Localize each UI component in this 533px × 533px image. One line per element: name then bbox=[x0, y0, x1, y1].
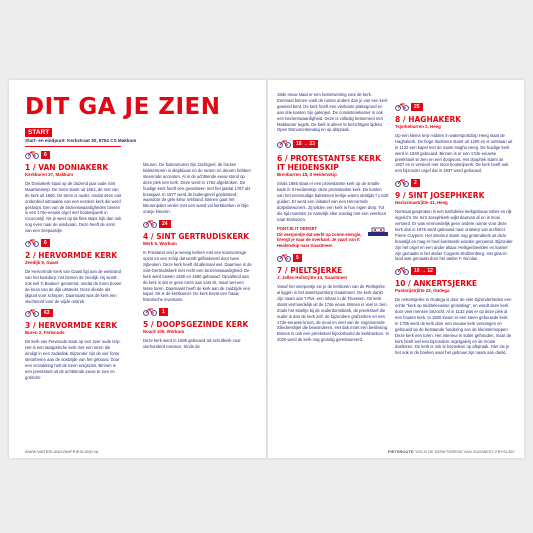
section-title bbox=[395, 191, 513, 200]
section-number: 2 / bbox=[25, 251, 36, 261]
section-number: 8 / bbox=[395, 115, 406, 124]
section-text: kleuren. De buitenmuren zijn zachtgeel, de houten klokkentoren is diepblauw en de ramen en deuren hebben steenrode accenten. Al in de achttiende eeuw stond op deze plek een kerk. Deze werd in 1762 afgebroken. De huidige kerk heeft een gevelsteen met het jaartal 1767 als bouwjaar. In 1877 werd de buitengevel gepleisterd, waardoor de gele kleur ontstond. Binnen gaat het kleurenpalet verder met een wand vol kerkbanken in blije oranje kleuren. bbox=[143, 162, 251, 215]
section-name: DOOPSGEZINDE KERK bbox=[156, 320, 249, 330]
section-address: Buren 2, Ferwoude bbox=[25, 330, 65, 336]
page-left bbox=[9, 80, 267, 458]
start-address: Start- en eindpunt: Kerkstraat 30, 8754 CS Makkum bbox=[25, 138, 137, 143]
section-name: HAGHAKERK bbox=[408, 115, 462, 124]
section-title bbox=[25, 251, 123, 260]
ferry-title: PONTJE IT OERSET bbox=[277, 225, 318, 231]
section-address: Zeedijk 9, Gaast bbox=[25, 260, 59, 266]
section-address: Harinxmastrjitte 41, Heeg bbox=[395, 200, 448, 206]
distance-badge: 6 bbox=[41, 239, 50, 247]
section-number: 6 / bbox=[277, 154, 288, 164]
section-title bbox=[25, 163, 123, 172]
divider bbox=[25, 146, 121, 147]
ferry-text: Dit veerpontje dat werkt op zonne-energie, brengt je naar de overkant. Je vaart van It Heidenskip naar Gaastmeer. bbox=[277, 231, 362, 249]
section-number: 9 / bbox=[395, 191, 406, 201]
ferry-box bbox=[277, 226, 389, 250]
column-4 bbox=[395, 102, 513, 359]
distance-badge: 1 bbox=[159, 308, 168, 316]
section-text: De kerk van Ferwoude staat op een zeer oude terp. Het is een laatgotische kerk met een toren die eindigt in een zadeldak. Bijzonder zijn de vier forse steunberen aan de oostzijde van het gebouw. Door een verzakking helt de toren enigszins. Binnen is een preekstoel uit de achttiende eeuw te zien en gotische bbox=[25, 339, 121, 380]
distance-badge: 63 bbox=[41, 309, 53, 317]
section-name: PROTESTANTSE KERK IT HEIDENSKIP bbox=[277, 154, 381, 173]
section-title bbox=[277, 154, 389, 172]
section-title bbox=[143, 320, 253, 329]
column-1 bbox=[25, 150, 123, 384]
distance-row bbox=[25, 150, 123, 159]
section-name: ANKERTSJERKE bbox=[413, 279, 478, 289]
start-badge: START bbox=[25, 128, 52, 137]
section-text: Normaal gesproken is een katholieke kerkgebouw sober en rijk ingericht. De Sint Josephkerk wijkt daarvan af en is mooi versierd. Er was vermoedelijk geen andere ruimte voor deze kerk dan in 1876 werd gebouwd naar ontwerp van architect Pierre Cuypers. Het interieur stamt nog grotendeels uit deze bouwtijd en mag er heel kunstwerk worden genoemd. Bijzonder zijn het orgel en een ander altaar. Heiligenbeelden en kansel zijn gemaakt in het atelier Cuypers-Stoltzenberg. Het glas-in-lood was gemaakt door het atelier F. Nicolas. bbox=[395, 209, 513, 262]
footer-route-text: 'VOLG DE KERKTORENS VAN ZUIDWEST-FRYSLÂN' bbox=[414, 449, 515, 454]
bicycle-icon bbox=[277, 253, 291, 262]
page-right bbox=[268, 80, 524, 458]
page-title: DIT GA JE ZIEN bbox=[25, 94, 221, 120]
distance-row bbox=[277, 139, 389, 148]
distance-row bbox=[395, 266, 513, 275]
section-name: SINT GERTRUDISKERK bbox=[156, 232, 250, 242]
bicycle-icon bbox=[395, 102, 409, 111]
distance-row bbox=[25, 308, 123, 317]
section-text: De Hervormde Kerk van Gaast ligt aan de westrand van het kustdorp, net binnen de zeedijk. Hij wordt ook wel 'It Beaken' genoemd, omdat de toren boven de kruin van de dijk uitsteekt. Deze diende als ijkpunt voor schepen. Daarnaast was de kerk een vluchtoord voor de wijde omtrek. bbox=[25, 268, 122, 304]
section-text: 18de eeuw staat er een kosterwoning voor de kerk. Eenmaal binnen voelt de ruimte anders dan je van een kerk gewend bent. De kerk heeft een vierkante plattegrond en aan drie kanten zijn galerijen. De consistoriekamer is ook een bezienswaardigheid. Deze is volledig betimmerd met Makkumer tegels. De kerk is alleen te bezichtigen tijdens Open Monumentendag en op afspraak. bbox=[277, 92, 388, 133]
bicycle-icon bbox=[395, 178, 409, 187]
bicycle-icon bbox=[143, 307, 157, 316]
section-name: VAN DONIAKERK bbox=[38, 163, 109, 172]
distance-row bbox=[25, 238, 123, 247]
column-3 bbox=[277, 92, 389, 346]
section-title bbox=[395, 115, 513, 124]
distance-badge: 10 → 12 bbox=[411, 267, 436, 275]
bicycle-icon bbox=[25, 308, 39, 317]
distance-badge: 2 bbox=[411, 179, 420, 187]
distance-badge: 18 → 23 bbox=[293, 140, 318, 148]
section-address: Kerkburen 37, Makkum bbox=[25, 172, 74, 177]
bicycle-icon bbox=[395, 266, 409, 275]
distance-row bbox=[143, 219, 253, 228]
section-name: SINT JOSEPHKERK bbox=[408, 191, 485, 201]
section-number: 4 / bbox=[143, 232, 154, 242]
section-name: HERVORMDE KERK bbox=[38, 321, 118, 331]
footer-website[interactable]: WWW.WATERLANDVANFRIESLAND.NL bbox=[25, 449, 100, 454]
distance-badge: 24 bbox=[159, 220, 171, 228]
section-address: Brenburren 18, It Heidenskip bbox=[277, 172, 337, 178]
ferry-info bbox=[277, 226, 363, 250]
footer-route bbox=[388, 449, 515, 454]
section-name: HERVORMDE KERK bbox=[38, 251, 118, 261]
section-title bbox=[25, 321, 123, 330]
section-number: 5 / bbox=[143, 320, 154, 330]
section-address: Pastorijstrjitte 23, Oudega bbox=[395, 288, 450, 294]
section-address: Noard 105, Workum bbox=[143, 329, 185, 335]
distance-badge: 6 bbox=[41, 151, 50, 159]
section-address: J. Jelles Hofstrjitte 14, Gaastmeer bbox=[277, 275, 348, 281]
section-number: 10 / bbox=[395, 279, 411, 289]
section-number: 7 / bbox=[277, 266, 288, 276]
section-title bbox=[277, 266, 389, 275]
bicycle-icon bbox=[277, 139, 291, 148]
bicycle-icon bbox=[25, 150, 39, 159]
section-name: PIELTSJERKE bbox=[290, 266, 343, 276]
distance-row bbox=[143, 307, 253, 316]
section-number: 3 / bbox=[25, 321, 36, 331]
section-title bbox=[143, 232, 253, 241]
distance-badge: 25 bbox=[411, 103, 423, 111]
section-address: Tsjerkeburren 2, Heeg bbox=[395, 124, 441, 129]
ferry-icon bbox=[367, 226, 389, 238]
section-text: Op een kleine terp midden in watersportdorp Heeg staat de Haghakerk. De hoge doeltoren stamt uit 1200 en is ontstaan uit in 1132 een kapel met de naam Hagha Heeg. De huidige kerk werd in 1840 gebouwd. Binnen is er een 17de-eeuwse preekstoel te zien en een doopvont. Het doophek stamt uit 1827 en is versierd met mooi houtsnijwerk. De kerk heeft ook een bijzonder orgel dat in 1937 werd gebouwd. bbox=[395, 132, 513, 174]
distance-row bbox=[277, 253, 389, 262]
section-address: Merk 5, Workum bbox=[143, 241, 177, 247]
section-text: De Ankertsjerke in Oudega is door de vele bijzonderheden een echte "kerk op middeleeuwse grondslag", en wordt deze kerk door veel mensen bezocht. Al in 1132 was er op deze plek al een houten kerk. In 1500 kwam er een steen gebouwde kerk. In 1755 werd de kerk door een nieuwe kerk vervangen en gebouwd op de bestaande fundering van de kloostermoppen. Deze kerk een toren. Het interieur is sober gehouden, maar de kerk heeft wel een bijzondere orgelgalerij en de mooie doeltoren. De kerk is ook te bezoeken op afspraak. Hier zie je het ook in de boeken waar het gebouw zijn naam aan dankt. bbox=[395, 297, 512, 356]
footer-route-bold: FIETSROUTE bbox=[388, 449, 414, 454]
section-title bbox=[395, 279, 513, 288]
section-text: Sinds 1866 staat er een protestantse kerk op de smalle kade in It Heidenskip: deze protestantse kerk. De kosten van het eenvoudige bakstenen kerkje waren destijds f 1.640 gulden. Er werd een initiatief van een Hervormde dorpsbewoners. Zij wilden een kerk in hun eigen dorp. Tot die tijd moesten ze namelijk elke zondag met een veerboot naar Elahuizen. bbox=[277, 181, 389, 222]
distance-badge: 5 bbox=[293, 254, 302, 262]
section-text: In Friesland vind je weinig kerken met een kruisvormige opzet en een schip dat wordt geflankeerd door twee zijbeuken. Deze kerk heeft dit allemaal wel. Daarmee is de Sint-Gertrudiskerk met recht een bezienswaardigheid. De kerk werd tussen 1480 en 1580 gebouwd. Opvallend aan de kerk is dat er geen toren aan vast zit, maar wel een losse toren. Daarnaast heeft de kerk aan de zuidzijde een kapel. Dit is de kerkkamer. De kerk bevat een fraaie historische inventaris. bbox=[143, 250, 252, 303]
bicycle-icon bbox=[25, 238, 39, 247]
section-text: Deze kerk werd in 1695 gebouwd als schuilkerk voor vierhonderd mensen. Sinds de bbox=[143, 338, 241, 350]
section-text: Vanaf het veerpontje zie je de kerktoren van de Pieltsjerke al liggen in het watersportdorp Gaastmeer. De kerk dankt zijn naam aan 't Piel, een inham in de Fluessen. De kerk stamt vermoedelijk uit de 17de eeuw. Binnen is veel te zien. Zoals het stoeltje bij de ouderdomsbank, de preekstoel die ouder is dan de kerk zelf, de bijzondere grafzerken en een 17de-eeuwse kroon, de mooi en veel van de zogenoemde Slieckerslijtel die bewonderen. Het dak moet een beslissing. Binnen is ook een preekstoel bijvoorbeeld de kerkbanken. In 2020 werd de kerk nog grondig gerestaureerd. bbox=[277, 284, 389, 343]
section-number: 1 / bbox=[25, 163, 36, 172]
section-text: De Doniakerk staat op de duizend jaar oude Sint Maartensterp. De toren stamt uit 1652, de rest van de kerk uit 1660. De toren is ouder, omdat deze ooit onderdeel uitmaakte van een eerdere kerk die werd gesloopt. Een van de bezienswaardigheden binnen is een 17de-eeuws orgel met houtsnijwerk in rococostijl. Als je weer op de fiets stapt, kijk dan ook nog even naar de windvaan. Deze heeft de vorm van een zeepaardje. bbox=[25, 180, 122, 234]
column-2 bbox=[143, 162, 253, 353]
distance-row bbox=[395, 178, 513, 187]
bicycle-icon bbox=[143, 219, 157, 228]
distance-row bbox=[395, 102, 513, 111]
